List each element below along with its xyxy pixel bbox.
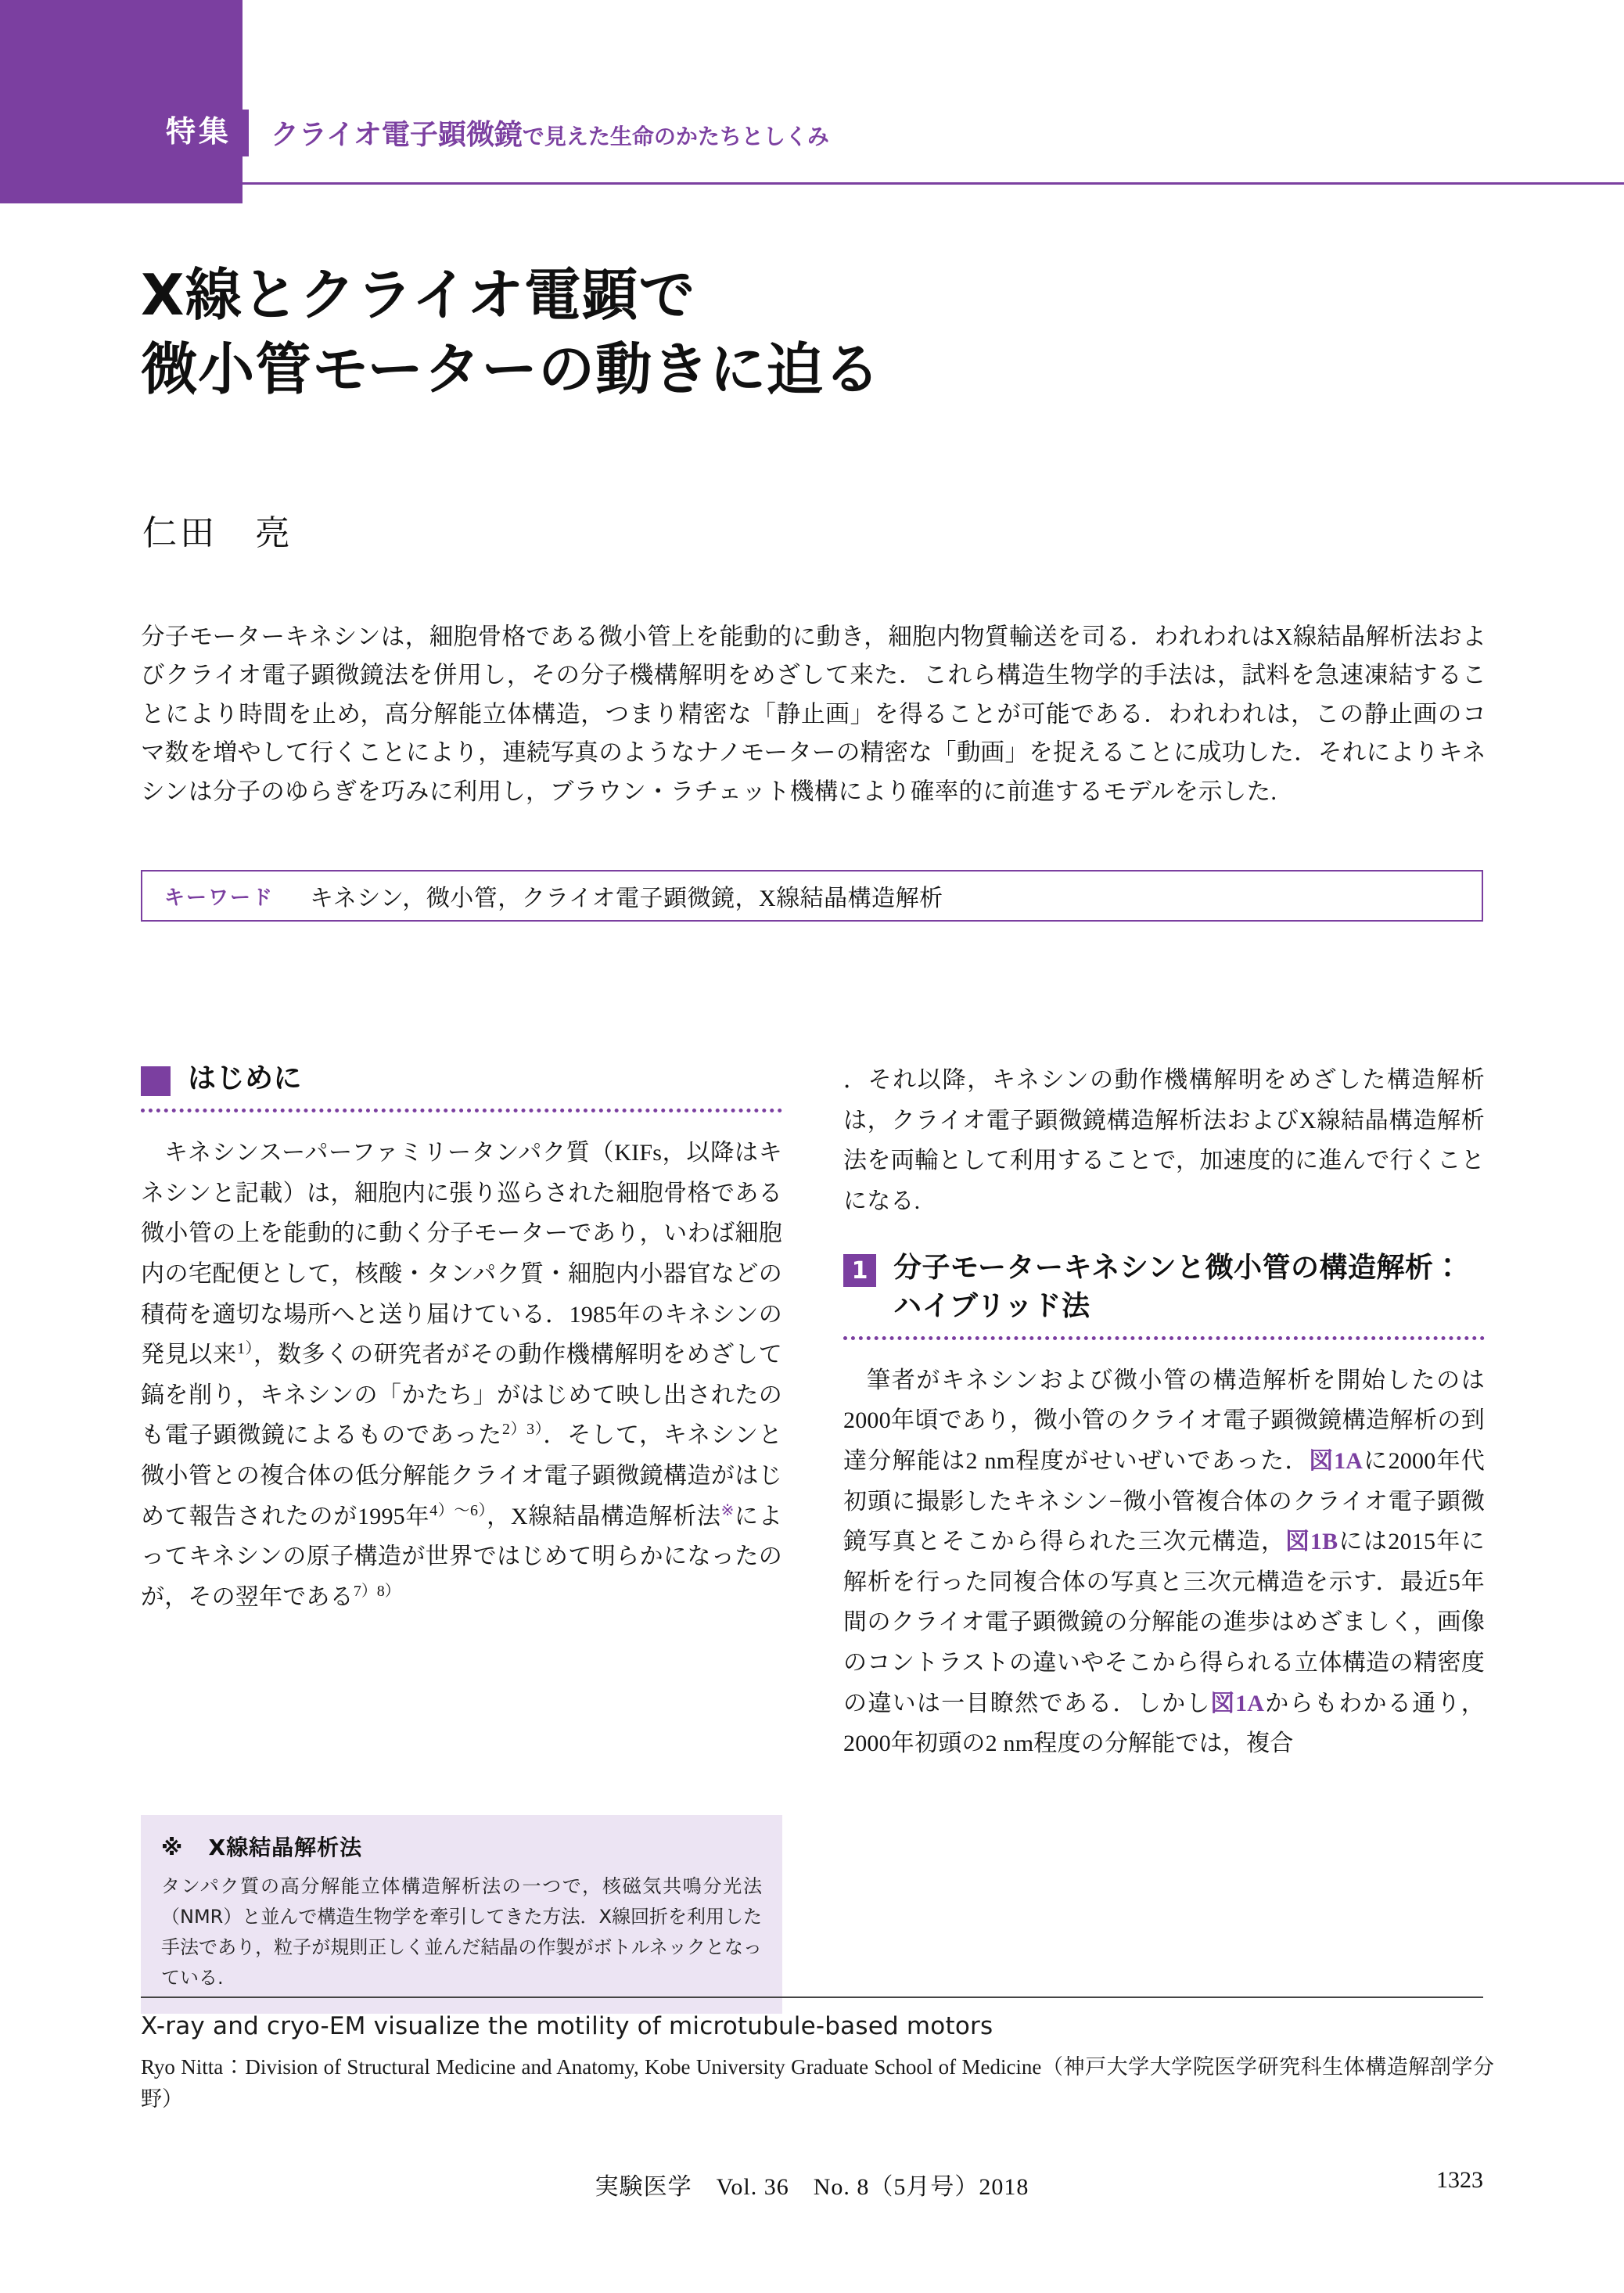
page-title — [141, 258, 1518, 407]
footer-affiliation: Ryo Nitta：Division of Structural Medicine and Anatomy, Kobe University Graduate School of Medicine（神戸大学大学院医学研究科生体構造解剖学分野） — [141, 2055, 1494, 2111]
header-divider — [0, 182, 1624, 185]
feature-tag: 特集 — [149, 110, 249, 156]
section-number-badge: 1 — [843, 1254, 876, 1287]
intro-text-e: によってキネシンの原子構造が世界ではじめて明らかになったのが，その翌年である — [141, 1503, 782, 1610]
feature-header — [149, 110, 829, 156]
sec1-text-b: に2000年代初頭に撮影したキネシン−微小管複合体のクライオ電子顕微鏡写真とそこから得られた三次元構造， — [843, 1448, 1486, 1555]
intro-text-c: ．そして，キネシンと微小管との複合体の低分解能クライオ電子顕微鏡構造がはじめて報告されたのが1995年 — [141, 1422, 782, 1529]
square-marker-icon — [141, 1066, 171, 1096]
intro-text-d: ，X線結晶構造解析法 — [487, 1503, 721, 1529]
keywords-box — [141, 870, 1483, 922]
page-number: 1323 — [1436, 2167, 1483, 2193]
feature-title-sub: で見えた生命のかたちとしくみ — [522, 124, 829, 150]
figure-reference-1a[interactable]: 図1A — [1309, 1448, 1364, 1475]
figure-reference-1a-2[interactable]: 図1A — [1210, 1690, 1265, 1716]
column-right — [843, 1060, 1485, 1764]
intro-ref-4: 7）8） — [353, 1582, 401, 1600]
header-accent-band — [0, 0, 243, 203]
section-title-1-line1: 分子モーターキネシンと微小管の構造解析： — [893, 1252, 1462, 1285]
footer-journal-info: 実験医学 Vol. 36 No. 8（5月号）2018 — [595, 2174, 1029, 2200]
figure-reference-1b[interactable]: 図1B — [1285, 1529, 1338, 1555]
intro-text-b: ，数多くの研究者がその動作機構解明をめざして鎬を削り，キネシンの「かたち」がはじめて映し出されたのも電子顕微鏡によるものであった — [141, 1342, 783, 1449]
author-name: 仁田 亮 — [142, 513, 293, 553]
title-line-1: X線とクライオ電顕で — [141, 262, 696, 328]
footnote-title — [161, 1831, 762, 1862]
footnote-title-text: X線結晶解析法 — [208, 1835, 363, 1860]
intro-paragraph — [141, 1133, 782, 1617]
note-marker-icon: ※ — [720, 1501, 735, 1519]
keywords-text: キネシン，微小管，クライオ電子顕微鏡，X線結晶構造解析 — [310, 886, 943, 911]
footnote-body: タンパク質の高分解能立体構造解析法の一つで，核磁気共鳴分光法（NMR）と並んで構造生物学を牽引してきた方法．X線回折を利用した手法であり，粒子が規則正しく並んだ結晶の作製がボトルネックとなっている. — [161, 1875, 762, 1989]
section-title-1-line2: ハイブリッド法 — [893, 1289, 1090, 1322]
intro-ref-3: 4）〜6） — [429, 1501, 487, 1519]
intro-text-a: キネシンスーパーファミリータンパク質（KIFs，以降はキネシンと記載）は，細胞内に張り巡らされた細胞骨格である微小管の上を能動的に動く分子モーターであり，いわば細胞内の宅配便として，核酸・タンパク質・細胞内小器官などの積荷を適切な場所へと送り届けている．1985年のキネシンの発見以来 — [141, 1140, 782, 1368]
sec1-text-d: からもわかる通り，2000年初頭の2 nm程度の分解能では，複合 — [843, 1690, 1486, 1757]
footer-divider — [141, 1996, 1483, 1998]
column-left — [141, 1060, 782, 1617]
intro-paragraph-continued: ．それ以降，キネシンの動作機構解明をめざした構造解析は，クライオ電子顕微鏡構造解析法およびX線結晶構造解析法を両輪として利用することで，加速度的に進んで行くことになる. — [843, 1067, 1485, 1214]
footnote-mark-icon: ※ — [161, 1835, 184, 1860]
section-heading-intro — [141, 1060, 782, 1098]
abstract-text: 分子モーターキネシンは，細胞骨格である微小管上を能動的に動き，細胞内物質輸送を司る．われわれはX線結晶解析法およびクライオ電子顕微鏡法を併用し，その分子機構解明をめざして来た．これら構造生物学的手法は，試料を急速凍結することにより時間を止め，高分解能立体構造，つまり精密な「静止画」を得ることが可能である．われわれは，この静止画のコマ数を増やして行くことにより，連続写真のようなナノモーターの精密な「動画」を捉えることに成功した．それによりキネシンは分子のゆらぎを巧みに利用し，ブラウン・ラチェット機構により確率的に前進するモデルを示した. — [141, 624, 1486, 805]
intro-ref-1: 1） — [237, 1340, 254, 1358]
sec1-text-c: には2015年に解析を行った同複合体の写真と三次元構造を示す．最近5年間のクライオ電子顕微鏡の分解能の進歩はめざましく，画像のコントラストの違いやそこから得られる立体構造の精密度の違いは一目瞭然である．しかし — [843, 1529, 1485, 1716]
sec1-text-a: 筆者がキネシンおよび微小管の構造解析を開始したのは2000年頃であり，微小管のクライオ電子顕微鏡構造解析の到達分解能は2 nm程度がせいぜいであった． — [843, 1367, 1485, 1475]
section-title-intro: はじめに — [188, 1062, 303, 1094]
feature-title — [271, 113, 829, 153]
feature-title-main: クライオ電子顕微鏡 — [271, 119, 523, 152]
title-line-2: 微小管モーターの動きに迫る — [141, 336, 882, 403]
section-dotted-rule — [141, 1109, 782, 1112]
section-heading-1 — [843, 1249, 1485, 1324]
keywords-label: キーワード — [164, 886, 275, 910]
section-title-1 — [893, 1249, 1462, 1324]
footer-english-title: X-ray and cryo-EM visualize the motility of microtubule-based motors — [141, 2012, 993, 2040]
section-1-paragraph — [843, 1360, 1485, 1764]
intro-ref-2: 2）3） — [501, 1421, 544, 1439]
footnote-box — [141, 1815, 782, 2014]
section-1-dotted-rule — [843, 1336, 1485, 1340]
